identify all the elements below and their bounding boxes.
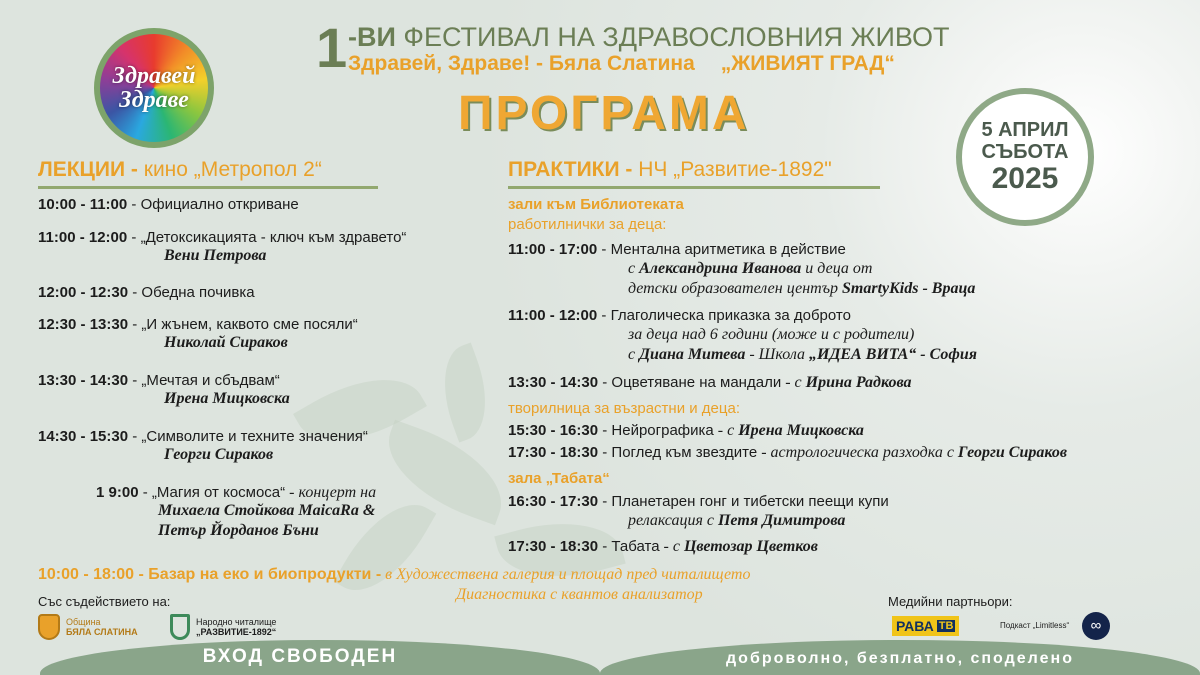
leaf-decoration (428, 343, 501, 443)
practice-time: 11:00 - 17:00 (508, 241, 598, 258)
lecture-title: „Магия от космоса“ (151, 484, 286, 501)
rava-tv-suffix: ТВ (938, 620, 954, 632)
practices-venue: НЧ „Развитие-1892" (632, 158, 832, 181)
lecture-speaker: Николай Сираков (164, 334, 288, 351)
practice-speaker: Александрина Иванова (639, 260, 802, 277)
support-label: Със съдействието на: (38, 594, 171, 609)
practice-sep: - (602, 493, 612, 510)
practice-detail: за деца над 6 години (може и с родители) (628, 326, 915, 343)
practice-time: 13:30 - 14:30 (508, 374, 599, 391)
lecture-row (38, 195, 299, 214)
practices-label: ПРАКТИКИ - (508, 158, 633, 181)
date-year: 2025 (991, 162, 1059, 195)
lecture-extra: - концерт на (285, 484, 377, 501)
bazar-title: Базар на еко и биопродукти - (143, 566, 382, 583)
practice-title: Глаголическа приказка за доброто (610, 307, 851, 324)
lecture-row (38, 228, 406, 247)
detail-text: с (628, 346, 640, 363)
practice-row (508, 306, 851, 325)
org-name-line: „РАЗВИТИЕ-1892“ (196, 627, 277, 637)
practice-speaker: Цветозар Цветков (683, 538, 818, 555)
lecture-speaker: Михаела Стойкова MaicaRa & (158, 502, 376, 519)
lecture-sep: - (132, 428, 142, 445)
lecture-row (38, 283, 255, 302)
practice-speaker: Петя Димитрова (717, 512, 846, 529)
lecture-title: „Мечтая и сбъдвам“ (141, 372, 280, 389)
lecture-row (96, 483, 376, 502)
logo-text-1: Здравей (112, 63, 196, 89)
podcast-label: Подкаст „Limitless“ (1000, 621, 1070, 630)
lecture-speaker-2: Петър Йорданов Бъни (158, 522, 319, 539)
practice-row (508, 492, 889, 511)
festival-title (348, 22, 950, 53)
chitalishte-logo-icon (170, 614, 190, 640)
detail-text: детски образователен център (628, 280, 842, 297)
festival-title-text: ФЕСТИВАЛ НА ЗДРАВОСЛОВНИЯ ЖИВОТ (403, 22, 950, 52)
practice-title: Нейрографика (611, 422, 714, 439)
lecture-speaker: Вени Петрова (164, 247, 267, 264)
practice-time: 15:30 - 16:30 (508, 422, 599, 439)
lectures-label: ЛЕКЦИИ - (38, 158, 138, 181)
detail-text: и деца от (801, 260, 873, 277)
lecture-time: 12:00 - 12:30 (38, 284, 129, 301)
lecture-time: 10:00 - 11:00 (38, 196, 128, 213)
lecture-title: „Детоксикацията - ключ към здравето“ (140, 229, 407, 246)
festival-subtitle (348, 52, 895, 76)
practice-time: 11:00 - 12:00 (508, 307, 598, 324)
practice-title: Поглед към звездите (611, 444, 758, 461)
lecture-sep: - (132, 372, 142, 389)
org-chitalishte-text (196, 617, 276, 637)
lectures-heading (38, 158, 378, 189)
practice-sep: - (602, 538, 612, 555)
program-heading: ПРОГРАМА (458, 87, 750, 140)
lecture-title: Обедна почивка (141, 284, 255, 301)
detail-text: - с (713, 422, 739, 439)
practice-time: 16:30 - 17:30 (508, 493, 599, 510)
practice-sep: - (602, 374, 612, 391)
hall-label: зала „Табата“ (508, 470, 610, 487)
detail-text: - с (781, 374, 806, 391)
date-day: 5 АПРИЛ (981, 119, 1069, 141)
practice-row (508, 373, 912, 392)
motto-text: доброволно, безплатно, споделено (726, 650, 1074, 667)
lecture-title: Официално откриване (140, 196, 299, 213)
bazar-time: 10:00 - 18:00 - (38, 566, 144, 583)
festival-logo (94, 28, 214, 148)
lecture-sep: - (131, 196, 141, 213)
practice-org: „ИДЕА ВИТА“ - София (809, 346, 977, 363)
subtitle-right: „ЖИВИЯТ ГРАД“ (720, 52, 895, 75)
detail-text: релаксация с (628, 512, 718, 529)
bazar-place: в Художествена галерия и площад пред читалището (381, 566, 751, 583)
lecture-sep: - (142, 484, 152, 501)
lecture-title: „И жънем, каквото сме посяли“ (141, 316, 358, 333)
practice-title: Ментална аритметика в действие (610, 241, 846, 258)
org-name-line: Община (66, 617, 101, 627)
practice-row (508, 421, 864, 440)
infinity-icon: ∞ (1082, 612, 1110, 640)
lecture-time: 11:00 - 12:00 (38, 229, 128, 246)
org-name-line: Народно читалище (196, 617, 277, 627)
practice-speaker: Диана Митева (639, 346, 746, 363)
municipality-crest-icon (38, 614, 60, 640)
lecture-time: 12:30 - 13:30 (38, 316, 129, 333)
detail-text: - с (659, 538, 684, 555)
practice-time: 17:30 - 18:30 (508, 538, 599, 555)
diagnostics-line: Диагностика с квантов анализатор (456, 586, 703, 603)
practice-time: 17:30 - 18:30 (508, 444, 599, 461)
practice-org: SmartyKids - Враца (842, 280, 976, 297)
edition-number: 1 (316, 16, 348, 79)
lecture-time: 14:30 - 15:30 (38, 428, 129, 445)
org-municipality-text (66, 617, 138, 637)
practice-detail (628, 260, 872, 278)
lecture-title: „Символите и техните значения“ (141, 428, 368, 445)
bazar-line (38, 566, 750, 584)
lecture-speaker: Георги Сираков (164, 446, 274, 463)
practice-sep: - (601, 241, 611, 258)
lecture-time: 13:30 - 14:30 (38, 372, 129, 389)
free-entry-text: ВХОД СВОБОДЕН (202, 646, 398, 667)
lecture-speaker: Ирена Мицковска (164, 390, 290, 407)
org-name-line: БЯЛА СЛАТИНА (66, 627, 138, 637)
practice-sep: - (602, 444, 612, 461)
media-label: Медийни партньори: (888, 594, 1013, 609)
rava-tv-logo (892, 616, 959, 636)
practice-row (508, 443, 1067, 462)
org-chitalishte (170, 614, 276, 640)
practice-speaker: Ирена Мицковска (738, 422, 864, 439)
detail-text: с (628, 260, 640, 277)
practice-speaker: Георги Сираков (957, 444, 1068, 461)
practice-row (508, 537, 818, 556)
practice-detail (628, 346, 977, 364)
hall-sublabel: работилнички за деца: (508, 216, 667, 233)
subtitle-left: Здравей, Здраве! - Бяла Слатина (348, 52, 695, 75)
lecture-sep: - (132, 316, 142, 333)
lecture-sep: - (132, 284, 142, 301)
practice-sep: - (601, 307, 611, 324)
edition-suffix: -ВИ (348, 22, 396, 52)
practice-sep: - (602, 422, 612, 439)
practice-title: Табата (611, 538, 660, 555)
lectures-venue: кино „Метропол 2“ (137, 158, 322, 181)
practice-title: Планетарен гонг и тибетски пеещи купи (611, 493, 889, 510)
lecture-sep: - (131, 229, 141, 246)
hall-label: творилница за възрастни и деца: (508, 400, 740, 417)
practice-row (508, 240, 846, 259)
logo-text-2: Здраве (119, 87, 189, 113)
lecture-row (38, 371, 280, 390)
lecture-row (38, 315, 358, 334)
practices-heading (508, 158, 880, 189)
practice-detail (628, 280, 975, 298)
practice-title: Оцветяване на мандали (611, 374, 782, 391)
rava-tv-name: РАВА (896, 618, 934, 634)
date-weekday: СЪБОТА (981, 141, 1069, 163)
detail-text: - астрологическа разходка с (757, 444, 958, 461)
hall-label: зали към Библиотеката (508, 196, 684, 213)
lecture-time: 1 9:00 (96, 484, 139, 501)
practice-detail (628, 512, 845, 530)
practice-speaker: Ирина Радкова (805, 374, 912, 391)
detail-text: - Школа (745, 346, 809, 363)
date-badge (956, 88, 1094, 226)
lecture-row (38, 427, 368, 446)
org-municipality (38, 614, 138, 640)
